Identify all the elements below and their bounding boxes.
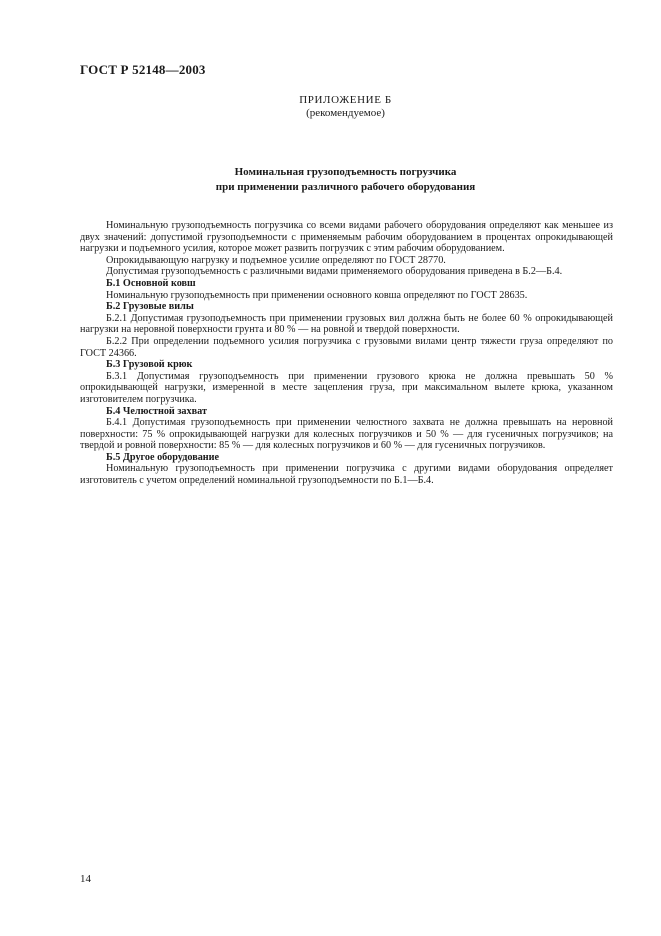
paragraph: Б.2.2 При определении подъемного усилия погрузчика с грузовыми вилами центр тяжести груза определяют по ГОСТ 24366. (80, 335, 613, 359)
paragraph: Б.3.1 Допустимая грузоподъемность при применении грузового крюка не должна превышать 50 % опрокидывающей нагрузки, измеренной в месте зацепления груза, при максимальном вылете крюка, указанном изготовителем погрузчика. (80, 370, 613, 405)
paragraph: Допустимая грузоподъемность с различными видами применяемого оборудования приведена в Б.2—Б.4. (106, 266, 563, 278)
paragraph: Б.4.1 Допустимая грузоподъемность при применении челюстного захвата не должна превышать на неровной поверхности: 75 % опрокидывающей нагрузки для колесных погрузчиков и 50 % — для гусеничных погрузчиков; на твердой и ровной поверхности: 85 % — для колесных погрузчиков и 60 % — для гусеничных погрузчиков. (80, 417, 613, 452)
paragraph: Номинальную грузоподъемность погрузчика со всеми видами рабочего оборудования определяют как меньшее из двух значений: допустимой грузоподъемности с применяемым рабочим оборудованием в процентах опрокидывающей нагрузки и подъемного усилия, которое может развить погрузчик с этим рабочим оборудованием. (80, 220, 613, 255)
subsection-title-b5: Б.5 Другое оборудование (106, 451, 220, 463)
document-code: ГОСТ Р 52148—2003 (80, 62, 206, 77)
document-body (80, 220, 613, 487)
appendix-status: (рекомендуемое) (306, 107, 385, 119)
paragraph: Опрокидывающую нагрузку и подъемное усилие определяют по ГОСТ 28770. (106, 254, 446, 266)
heading-line-1: Номинальная грузоподъемность погрузчика (234, 166, 457, 178)
paragraph: Номинальную грузоподъемность при применении основного ковша определяют по ГОСТ 28635. (106, 289, 528, 301)
subsection-title-b2: Б.2 Грузовые вилы (106, 301, 194, 313)
page-number: 14 (80, 873, 91, 885)
paragraph: Номинальную грузоподъемность при применении погрузчика с другими видами оборудования определяет изготовитель с учетом определений номинальной грузоподъемности по Б.1—Б.4. (80, 463, 613, 487)
appendix-title: ПРИЛОЖЕНИЕ Б (299, 94, 392, 106)
subsection-title-b3: Б.3 Грузовой крюк (106, 359, 193, 371)
subsection-title-b4: Б.4 Челюстной захват (106, 405, 207, 417)
section-heading (0, 165, 661, 195)
subsection-title-b1: Б.1 Основной ковш (106, 277, 196, 289)
paragraph: Б.2.1 Допустимая грузоподъемность при применении грузовых вил должна быть не более 60 % опрокидывающей нагрузки на неровной поверхности грунта и 80 % — на ровной и твердой поверхности. (80, 312, 613, 336)
heading-line-2: при применении различного рабочего оборудования (215, 181, 476, 193)
appendix-header (0, 94, 661, 120)
